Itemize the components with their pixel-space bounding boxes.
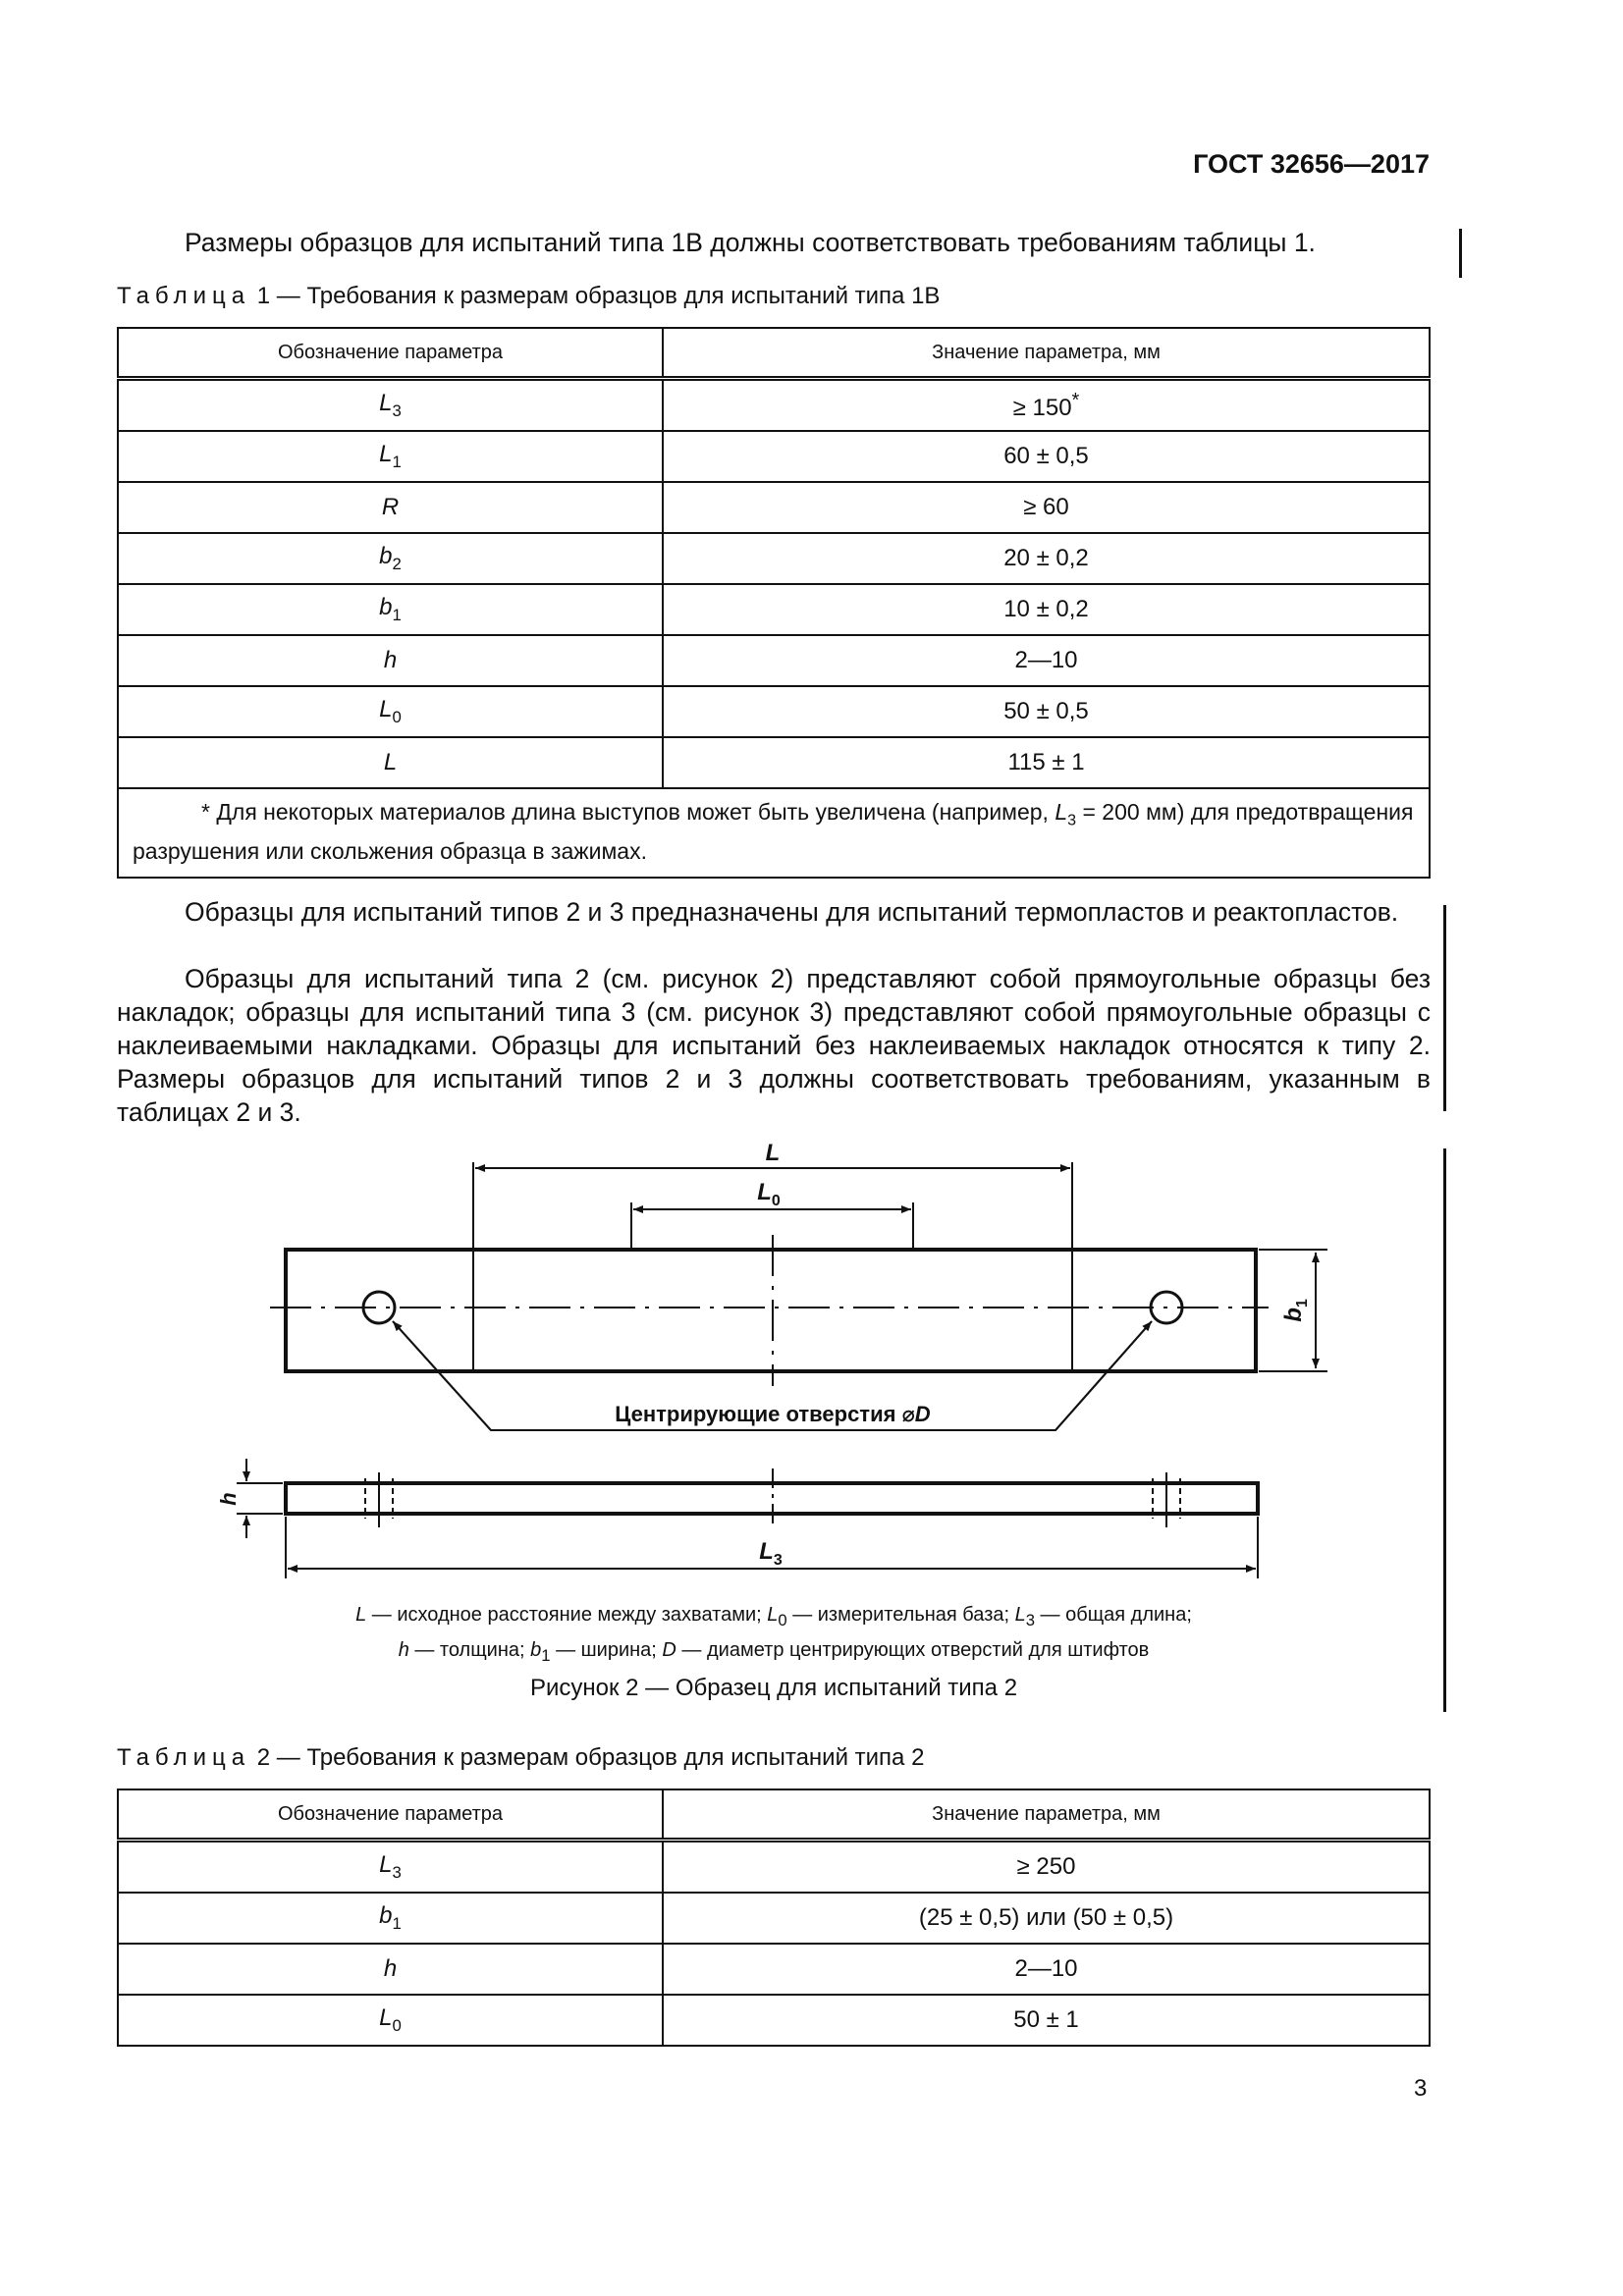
table1-caption-text: 1 — Требования к размерам образцов для испытаний типа 1В [256,283,941,309]
intro-paragraph: Размеры образцов для испытаний типа 1В должны соответствовать требованиям таблицы 1. [185,228,1316,257]
table1-value-cell [663,584,1430,635]
footnote-text-a: * Для некоторых материалов длина выступов может быть увеличена (например, [201,799,1055,825]
parameter-symbol: b [379,594,393,621]
table1-footnote-row [118,788,1430,878]
parameter-symbol: b [379,543,393,570]
table1-param-cell [118,379,663,432]
paragraph-types: Образцы для испытаний типов 2 и 3 предназначены для испытаний термопластов и реактопластов. [185,897,1399,927]
table2-param-cell [118,1995,663,2046]
parameter-symbol: L [379,1851,393,1879]
revision-bar [1459,229,1462,278]
label-L3: $L_3$ [759,1538,783,1569]
table1-param-cell [118,686,663,737]
table1-col-value: Значение параметра, мм [663,328,1430,379]
parameter-subscript: 3 [392,400,402,420]
table2 [117,1789,1431,2047]
parameter-value: 60 ± 0,5 [1003,443,1089,469]
parameter-symbol: L [379,441,393,468]
parameter-subscript: 2 [392,554,402,573]
table2-value-cell [663,1841,1430,1894]
parameter-subscript: 3 [392,1862,402,1882]
table2-row [118,1893,1430,1944]
paragraph-type2-type3: Образцы для испытаний типа 2 (см. рисунок 2) представляют собой прямоугольные образцы без накладок; образцы для испытаний типа 3 (см. рисунок 3) представляют собой прямоугольные образцы с наклеиваемыми накладками. Образцы для испытаний без наклеиваемых накладок относятся к типу 2. Размеры образцов для испытаний типов 2 и 3 должны соответствовать требованиям, указанным в таблицах 2 и 3. [117,964,1431,1127]
label-centering-holes: Центрирующие отверстия ⌀D [615,1402,931,1426]
parameter-symbol: L [379,2004,393,2032]
footnote-symbol: L [1055,799,1068,825]
table1-row [118,737,1430,788]
parameter-symbol: L [379,696,393,723]
parameter-value: 2—10 [1014,647,1078,673]
parameter-symbol: b [379,1902,393,1930]
table1-header-row [118,328,1430,379]
table1-value-cell [663,482,1430,533]
parameter-value: 115 ± 1 [1007,749,1085,775]
parameter-symbol: L [383,749,398,775]
table2-row [118,1944,1430,1995]
label-h: h [216,1492,241,1506]
parameter-subscript: 1 [392,605,402,624]
parameter-value: 50 ± 0,5 [1003,698,1089,724]
table1-row [118,533,1430,584]
parameter-value: ≥ 60 [1023,494,1069,520]
parameter-value: (25 ± 0,5) или (50 ± 0,5) [918,1904,1174,1931]
table1-value-cell [663,635,1430,686]
page-number: 3 [1414,2075,1428,2102]
table2-row [118,1841,1430,1894]
table1-value-cell [663,686,1430,737]
table2-row [118,1995,1430,2046]
parameter-value: 50 ± 1 [1013,2006,1079,2033]
figure-legend-line-1: L — исходное расстояние между захватами; $L_0$ — измерительная база; $L_3$ — общая длина; [355,1604,1192,1629]
parameter-value: ≥ 250 [1016,1853,1076,1880]
figure-2-drawing [0,1139,1623,1600]
table2-value-cell [663,1944,1430,1995]
parameter-symbol: h [383,647,398,673]
table2-caption [117,1744,924,1772]
footnote-marker: * [1071,389,1080,411]
table2-value-cell [663,1995,1430,2046]
table2-col-value: Значение параметра, мм [663,1789,1430,1841]
table1-row [118,482,1430,533]
label-L0: $L_0$ [757,1179,781,1209]
table2-param-cell [118,1944,663,1995]
revision-bar [1443,905,1446,1111]
table1-row [118,379,1430,432]
parameter-value: ≥ 150 [1012,394,1072,421]
table2-param-cell [118,1893,663,1944]
figure-legend [117,1600,1431,1671]
specimen-top-view [286,1250,1256,1371]
table1-param-cell [118,737,663,788]
table1-col-param: Обозначение параметра [118,328,663,379]
table1-row [118,431,1430,482]
table2-value-cell [663,1893,1430,1944]
parameter-subscript: 1 [392,452,402,471]
parameter-symbol: R [381,494,400,520]
table1 [117,327,1431,879]
table1-row [118,635,1430,686]
table1-row [118,686,1430,737]
parameter-symbol: h [383,1955,398,1982]
table1-param-cell [118,482,663,533]
table1-value-cell [663,431,1430,482]
table2-col-param: Обозначение параметра [118,1789,663,1841]
table1-value-cell [663,379,1430,432]
table1-row [118,584,1430,635]
table1-value-cell [663,533,1430,584]
table1-param-cell [118,431,663,482]
figure-legend-line-2: h — толщина; $b_1$ — ширина; D — диаметр центрирующих отверстий для штифтов [398,1639,1150,1665]
table2-header-row [118,1789,1430,1841]
table2-caption-text: 2 — Требования к размерам образцов для испытаний типа 2 [256,1744,925,1771]
standard-number: ГОСТ 32656—2017 [1193,149,1430,179]
parameter-subscript: 1 [392,1913,402,1933]
parameter-subscript: 0 [392,2015,402,2035]
table1-footnote [118,788,1430,878]
table1-caption-word: Таблица [117,283,251,309]
footnote-text-b: = 200 мм) для предотвращения разрушения или скольжения образца в зажимах. [133,799,1414,864]
label-b1: $b_1$ [1280,1299,1311,1322]
table1-caption [117,283,940,310]
footnote-symbol-sub: 3 [1067,811,1077,829]
table2-param-cell [118,1841,663,1894]
table1-value-cell [663,737,1430,788]
parameter-subscript: 0 [392,707,402,726]
table1-param-cell [118,584,663,635]
parameter-symbol: L [379,390,393,417]
table1-param-cell [118,635,663,686]
label-L: L [765,1140,781,1166]
parameter-value: 10 ± 0,2 [1003,596,1089,622]
parameter-value: 20 ± 0,2 [1003,545,1089,571]
table2-caption-word: Таблица [117,1744,251,1771]
parameter-value: 2—10 [1014,1955,1078,1982]
table1-param-cell [118,533,663,584]
figure-title: Рисунок 2 — Образец для испытаний типа 2 [529,1675,1018,1701]
